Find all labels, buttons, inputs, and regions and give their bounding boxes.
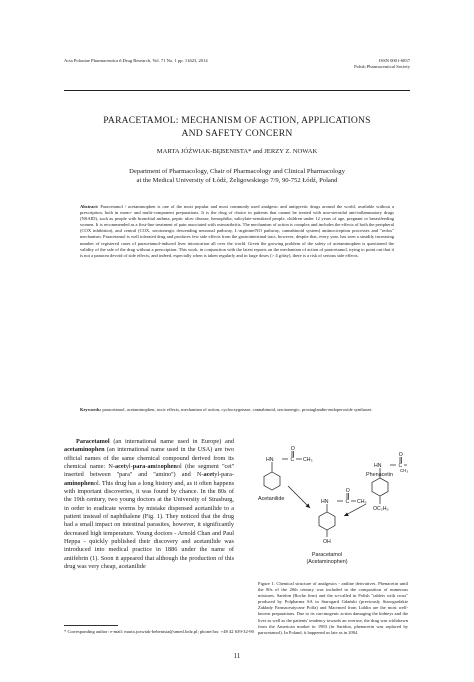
footnote: * Corresponding author: e-mail: marta.jozwiak-bebenista@umed.lodz.pl; phone/fax: +48 42 639-32-90 <box>64 629 254 634</box>
nh-label: HN <box>321 499 329 505</box>
page-number: 11 <box>233 652 241 660</box>
bold-fragment: am <box>147 463 156 471</box>
arrow-acetanilide-to-paracetamol <box>288 486 310 508</box>
abstract-text: Paracetamol / acetaminophen is one of the most popular and most commonly used analgesic and antipyretic drugs around the world, available without a prescription, both in mono- and multi-component preparations. It is the drug of choice in patients that cannot be treated with non-steroidal anti-inflammatory drugs (NSAID), such as people with bronchial asthma, peptic ulcer disease, hemophilia, salicylate-sensitized people, children under 12 years of age, pregnant or breastfeeding women. It is recommended as a first-line treatment of pain associated with osteoarthritis. The mechanism of action is complex and includes the effects of both the peripheral (COX inhibition), and central (COX, serotonergic descending neuronal pathway, L-arginine/NO pathway, cannabinoid system) antinociception processes and "redox" mechanism. Paracetamol is well tolerated drug and produces few side effects from the gastrointestinal tract, however, despite that, every year, has seen a steadily increasing number of registered cases of paracetamol-induced liver intoxication all over the world. Given the growing problem of the safety of acetaminophen is questioned the validity of the sale of the drug without a prescription. This work, in conjunction with the latest reports on the mechanism of action of paracetamol, trying to point out that it is not a panacea devoid of side effects, and indeed, especially when is taken regularly and in large doses (> 4 g/day), there is a risk of serious side effects. <box>80 204 394 258</box>
o-label: O <box>290 446 295 452</box>
abstract <box>80 204 394 259</box>
title-line-1: PARACETAMOL: MECHANISM OF ACTION, APPLICATIONS <box>103 115 371 126</box>
header-rule <box>64 90 410 91</box>
phenacetin-ring <box>372 478 388 496</box>
affiliation <box>64 167 410 185</box>
oh-label: OH <box>323 539 331 545</box>
phenacetin-label: Phenacetin <box>366 472 393 478</box>
body-span: ol. This drug has a long history and, as it often happens with important discoveries, it was found by chance. In the 80s of the 19th century, two young doctors at the University of Strasburg, in order to eradicate worms by mistake dispensed acetanilide to a patient instead of naphthalene (Fig. 1). They noticed that the drug had a small impact on intestinal parasites, however, it significantly decreased high temperature. Young doctors - Arnold Chan and Paul Heppa - quickly published their discovery and acetanilide was introduced into medical practice in 1886 under the name of antifebrin (1). Soon it appeared that although the production of this drug was very cheap, acetanilide <box>64 479 234 571</box>
keywords-text: paracetamol, acetaminophen, toxic effects, mechanism of action, cyclooxygenase, cannabinoid, serotonergic, prostaglandin-endoperoxide synthases <box>102 407 372 412</box>
oc2h5-label: OC₂H₅ <box>373 506 389 512</box>
nh-label: HN <box>374 463 382 469</box>
term-paracetamol: Paracetamol <box>76 438 110 445</box>
bold-fragment: para <box>132 463 146 471</box>
figure-caption: Figure 1. Chemical structure of analgesics - aniline derivatives. Phenacetin until the 80s of the 20th century was included in the composition of numerous mixtures. Saridon (Roche firm) and the so-called in Polish "tablets with cross" produced by Polpharma SA in Starogard Gdański (previously Starogardzkie Zakłady Farmaceutyczne Polfa) and Macrmed from Lublin are the most well-known preparations. Due to its carcinogenic action damaging the kidneys and the liver as well as the patients' tendency towards an overuse, the drug was withdrawn from the American market in 1983 (in Saridon, phenacetin was replaced by paracetamol). In Poland, it happened as late as in 2004 <box>258 581 408 635</box>
o-label: O <box>398 452 403 458</box>
paper-title <box>64 114 410 140</box>
bold-fragment: acet <box>203 471 215 479</box>
ch3-label: CH₃ <box>357 499 367 505</box>
journal-header <box>64 58 208 64</box>
term-acetaminophen: acetaminophen <box>64 446 105 454</box>
body-paragraph <box>64 438 234 572</box>
affiliation-line-2: at the Medical University of Łódź, Żeligowskiego 7/9, 90-752 Łódź, Poland <box>136 177 338 184</box>
arrowhead <box>344 513 349 517</box>
issn: ISSN 0001-6837 <box>378 58 410 63</box>
c-label: C <box>345 499 350 505</box>
authors: MARTA JÓŹWIAK-BĘBENISTA* and JERZY Z. NOWAK <box>156 148 318 155</box>
bold-fragment: aminophen <box>64 479 94 487</box>
society: Polish Pharmaceutical Society <box>354 64 410 69</box>
title-line-2: AND SAFETY CONCERN <box>181 128 293 139</box>
body-span: (an international name used in the USA) are two official names of the same chemical compound derived from its chemical name: N- <box>64 446 234 471</box>
o-label: O <box>345 488 350 494</box>
bold-fragment: acet <box>115 463 126 471</box>
issn-header <box>354 58 410 70</box>
nh-label: HN <box>266 457 274 463</box>
c-label: C <box>398 463 403 469</box>
body-span: (an international name used in Europe) and <box>109 438 234 445</box>
ch3-label: CH₃ <box>303 457 313 463</box>
footnote-rule <box>64 625 118 626</box>
body-span: - <box>145 463 148 471</box>
c-label: C <box>290 457 295 463</box>
figure-1 <box>252 440 410 580</box>
abstract-label: Abstract: <box>80 204 99 209</box>
keywords <box>80 407 394 413</box>
chemical-structures-diagram <box>252 440 410 580</box>
affiliation-line-1: Department of Pharmacology, Chair of Pharmacology and Clinical Pharmacology <box>129 168 345 175</box>
body-span: yl- <box>125 463 133 471</box>
acetanilide-label: Acetanilide <box>258 496 285 502</box>
paracetamol-ring <box>319 512 335 530</box>
ch3-label: CH₃ <box>400 468 409 473</box>
acetanilide-ring <box>264 472 280 490</box>
body-span: in <box>155 463 161 471</box>
body-text <box>64 438 234 572</box>
journal-citation: Acta Poloniae Pharmaceutica ñ Drug Research, Vol. 71 No. 1 pp. 11ñ23, 2014 <box>64 58 208 63</box>
body-span: ol (the segment ''cet'' inserted between ''para'' and ''amino'') and N- <box>64 463 234 479</box>
keywords-label: Keywords: <box>80 407 102 412</box>
acetaminophen-label: (Acetaminophen) <box>306 559 348 565</box>
bold-fragment: ophen <box>160 463 177 471</box>
body-span: yl-para- <box>214 471 234 479</box>
paracetamol-label: Paracetamol <box>311 552 343 558</box>
